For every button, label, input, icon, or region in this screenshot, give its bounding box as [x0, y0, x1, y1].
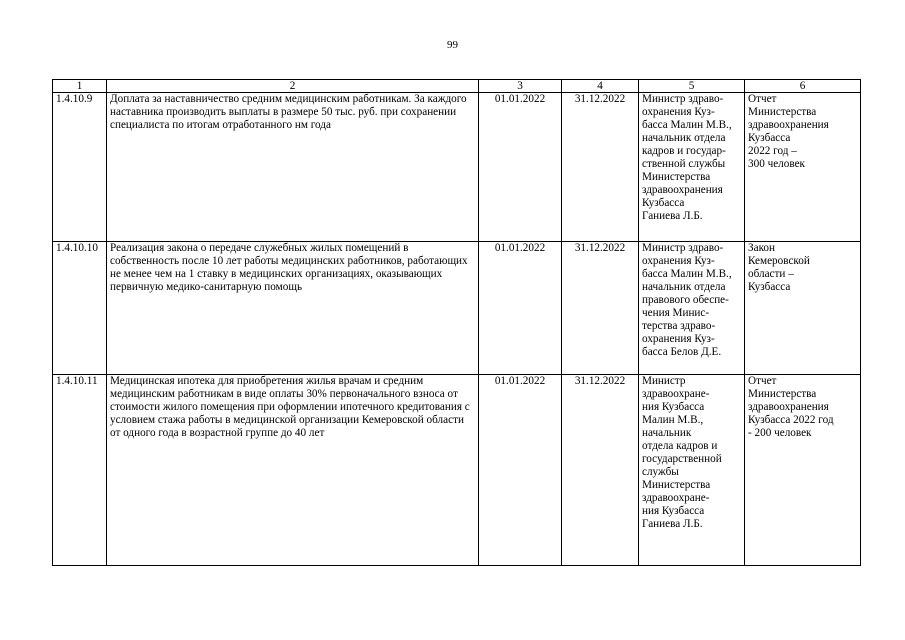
- responsible-persons: Министр здраво- охранения Куз- басса Малин М.В., начальник отдела кадров и государ- ственной службы Министерства здравоохранения Кузбасса Ганиева Л.Б.: [639, 93, 745, 242]
- row-number: 1.4.10.10: [53, 242, 107, 375]
- responsible-persons: Министр здравоохране- ния Кузбасса Малин М.В., начальник отдела кадров и государственной службы Министерства здравоохране- ния Кузбасса Ганиева Л.Б.: [639, 375, 745, 566]
- measure-description: Реализация закона о передаче служебных жилых помещений в собственность после 10 лет работы медицинских работников, работающих не менее чем на 1 ставку в медицинских организациях, оказывающих первичную медико-санитарную помощь: [107, 242, 479, 375]
- column-header: 4: [562, 80, 639, 93]
- column-header: 1: [53, 80, 107, 93]
- measure-description: Доплата за наставничество средним медицинским работникам. За каждого наставника производить выплаты в размере 50 тыс. руб. при сохранении специалиста по итогам отработанного нм года: [107, 93, 479, 242]
- expected-result: Закон Кемеровской области – Кузбасса: [745, 242, 861, 375]
- row-number: 1.4.10.9: [53, 93, 107, 242]
- table-row: [53, 93, 861, 242]
- column-header: 3: [479, 80, 562, 93]
- table-row: [53, 242, 861, 375]
- start-date: 01.01.2022: [479, 93, 562, 242]
- measures-table: [52, 79, 861, 566]
- column-header: 5: [639, 80, 745, 93]
- expected-result: Отчет Министерства здравоохранения Кузбасса 2022 год – 300 человек: [745, 93, 861, 242]
- column-header: 6: [745, 80, 861, 93]
- row-number: 1.4.10.11: [53, 375, 107, 566]
- expected-result: Отчет Министерства здравоохранения Кузбасса 2022 год - 200 человек: [745, 375, 861, 566]
- responsible-persons: Министр здраво- охранения Куз- басса Малин М.В., начальник отдела правового обеспе- чения Минис- терства здраво- охранения Куз- басса Белов Д.Е.: [639, 242, 745, 375]
- end-date: 31.12.2022: [562, 242, 639, 375]
- table-row: [53, 375, 861, 566]
- page-number: 99: [447, 39, 458, 51]
- end-date: 31.12.2022: [562, 93, 639, 242]
- column-header: 2: [107, 80, 479, 93]
- header-row: [53, 80, 861, 93]
- start-date: 01.01.2022: [479, 242, 562, 375]
- measure-description: Медицинская ипотека для приобретения жилья врачам и средним медицинским работникам в виде оплаты 30% первоначального взноса от стоимости жилого помещения при оформлении ипотечного кредитования с условием стажа работы в медицинской организации Кемеровской области от одного года в возрастной группе до 40 лет: [107, 375, 479, 566]
- end-date: 31.12.2022: [562, 375, 639, 566]
- start-date: 01.01.2022: [479, 375, 562, 566]
